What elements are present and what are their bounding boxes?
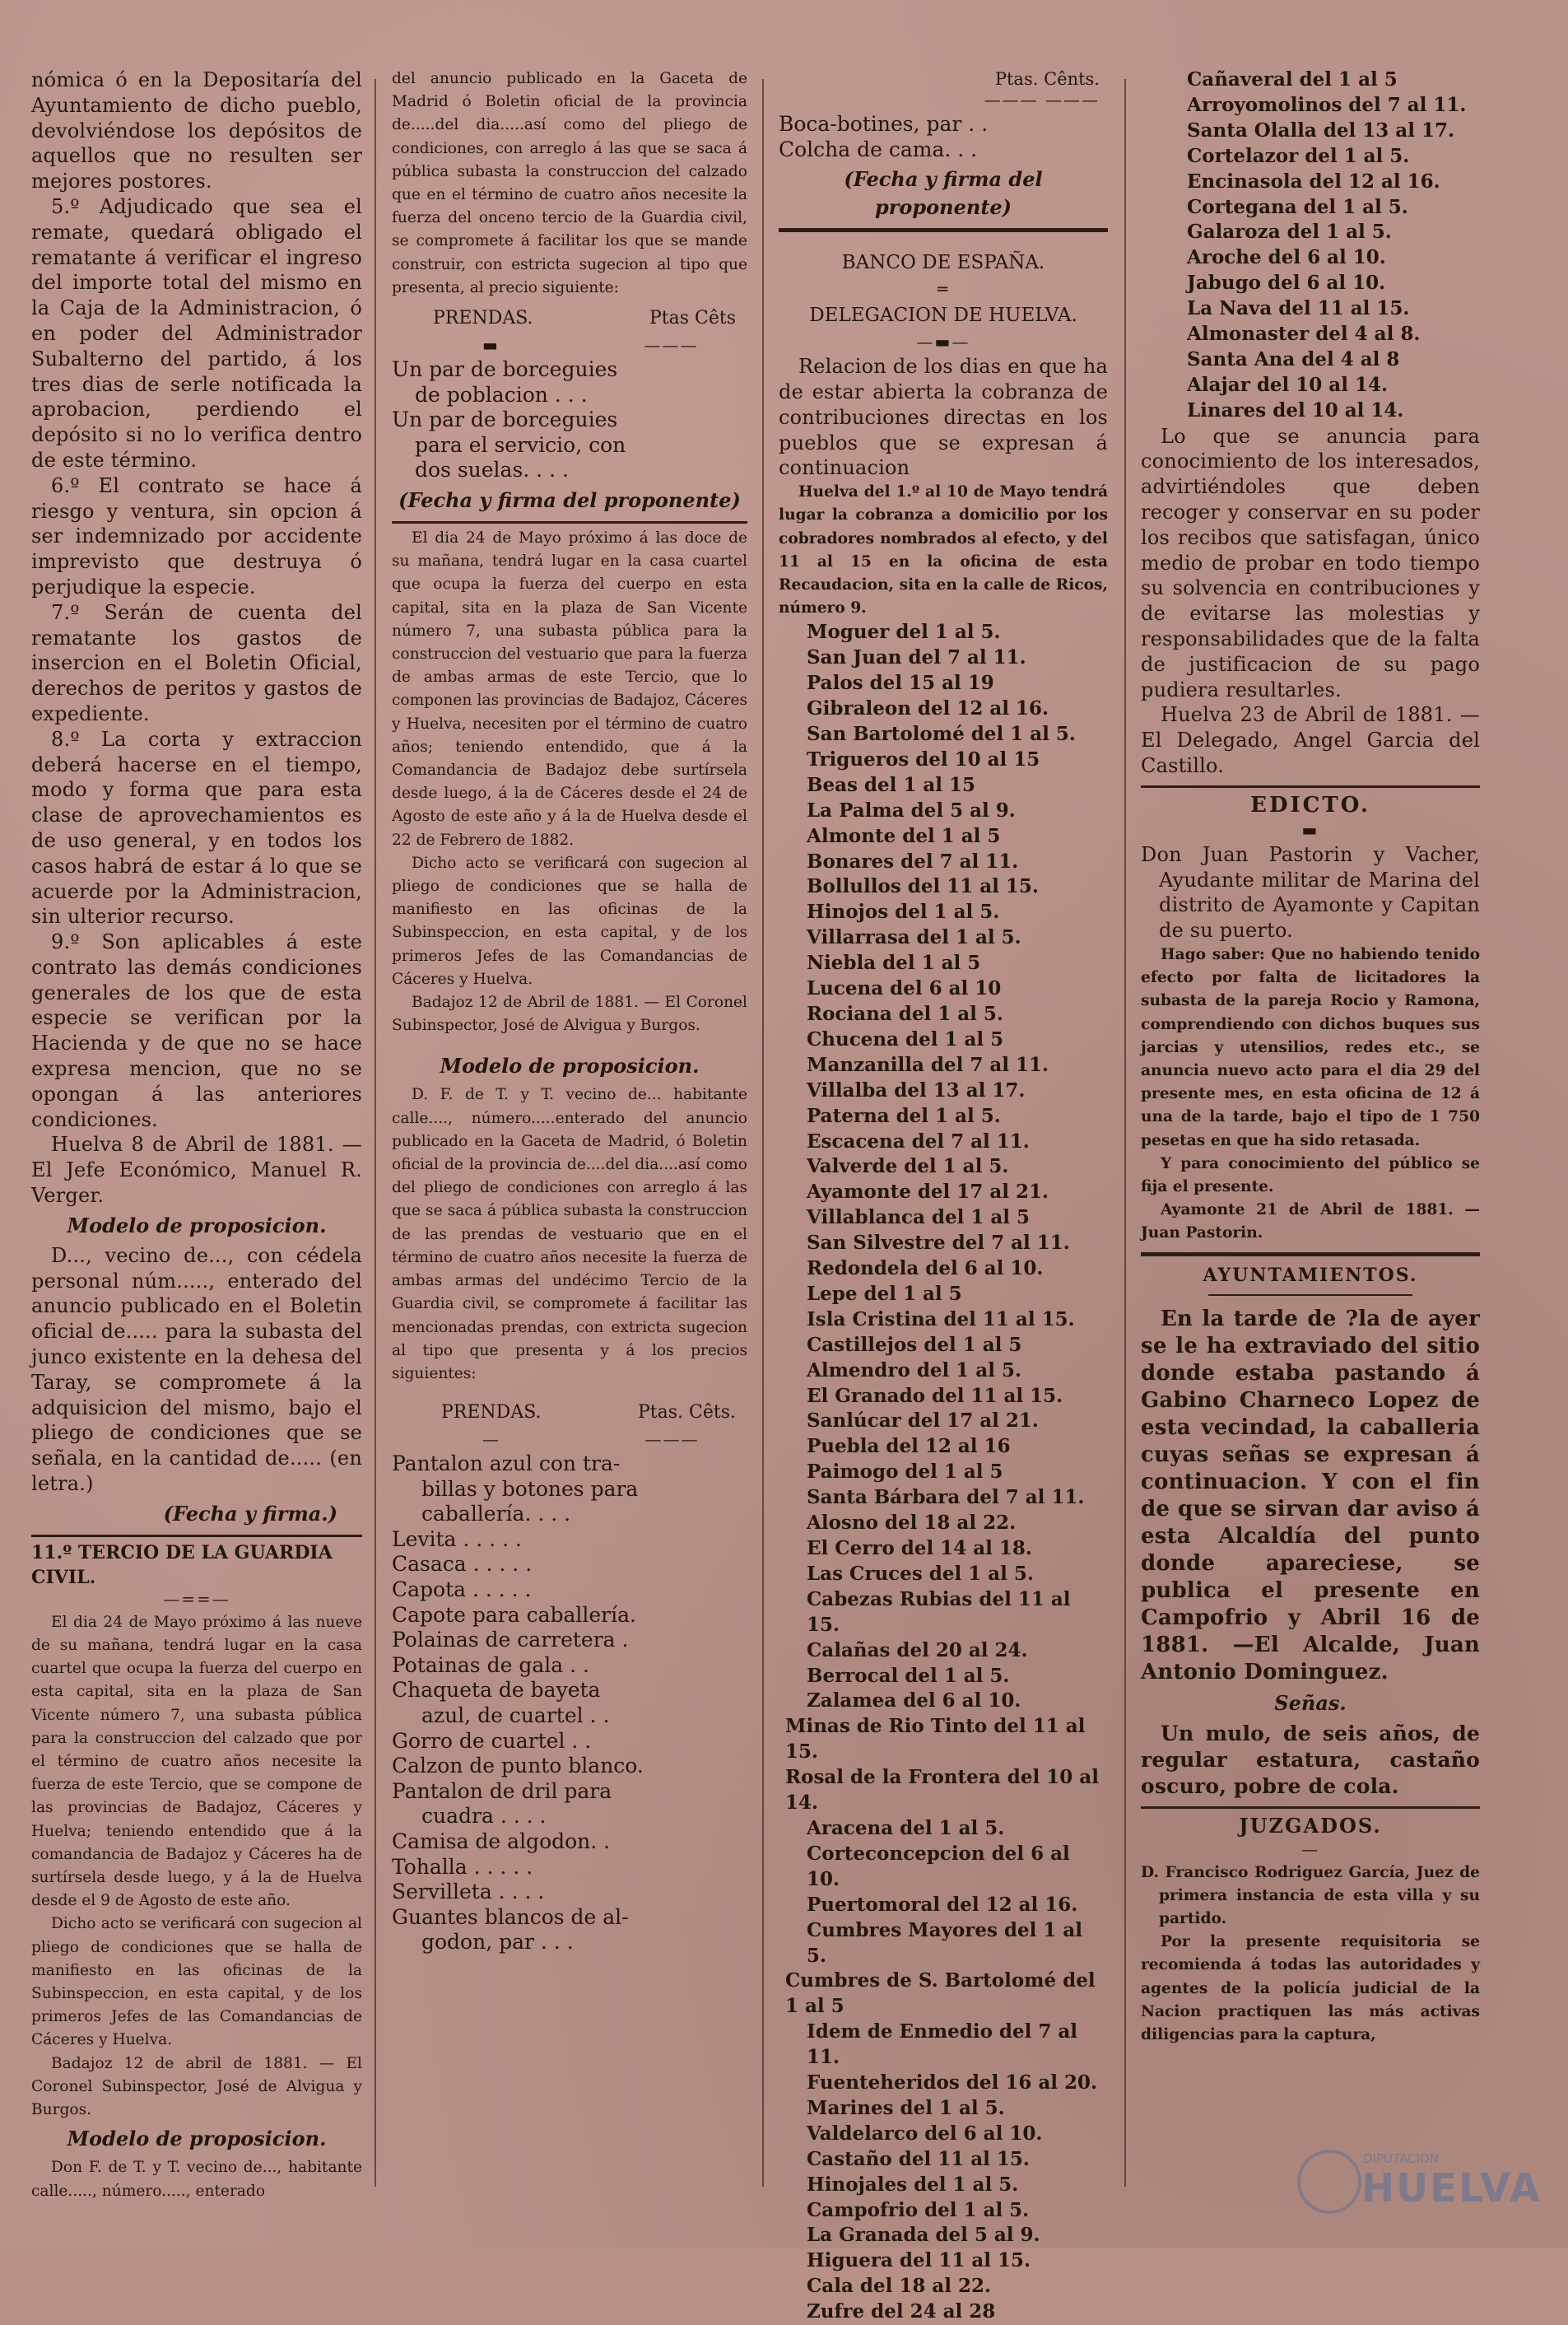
signature-line: (Fecha y firma del proponente)	[398, 488, 741, 512]
paragraph: 8.º La corta y extraccion deberá hacerse en el tiempo, modo y forma que para esta clase de aprovechamientos es de uso general, y en todos los casos habrá de estar á lo que se acuerde por la Administracion, sin ulterior recurso.	[31, 727, 362, 929]
section-subtitle: Modelo de proposicion.	[67, 2127, 327, 2151]
list-item: Calañas del 20 al 24.	[807, 1638, 1028, 1661]
list-item: Isla Cristina del 11 al 15.	[807, 1307, 1075, 1330]
list-item: Idem de Enmedio del 7 al 11.	[807, 2020, 1078, 2069]
signature-paragraph: Badajoz 12 de Abril de 1881. — El Coronel Subinspector, José de Alvigua y Burgos.	[392, 994, 747, 1035]
divider	[31, 1535, 362, 1537]
list-item: Cumbres Mayores del 1 al 5.	[807, 1918, 1083, 1967]
list-item: Cala del 18 al 22.	[807, 2275, 991, 2298]
section-subtitle: Señas.	[1274, 1690, 1347, 1715]
list-item: Minas de Rio Tinto del 11 al 15.	[785, 1715, 1086, 1764]
signature-paragraph: Ayamonte 21 de Abril de 1881. —Juan Pastorin.	[1141, 1201, 1480, 1242]
paragraph: del anuncio publicado en la Gaceta de Madrid ó Boletin oficial de la provincia de.....del dia.....así como del pliego de condiciones, con arreglo á las que se saca á pública subasta la construccion del calzado que en el término de cuatro años necesite la fuerza del onceno tercio de la Guardia civil, se compromete á facilitar los que se mande construir, con estricta sugecion al tipo que presenta, al precio siguiente:	[392, 70, 747, 296]
list-item: Puertomoral del 12 al 16.	[807, 1893, 1078, 1916]
list-item: Campofrio del 1 al 5.	[807, 2198, 1030, 2221]
list-item: Potainas de gala . .	[392, 1652, 589, 1677]
list-item: Capota . . . . .	[392, 1577, 532, 1602]
paragraph: 9.º Son aplicables á este contrato las demás condiciones generales de los que de esta especie se verifican por la Hacienda y de que no se hace expresa mencion, que no se opongan á las anteriores condiciones.	[31, 930, 362, 1131]
list-item: Lucena del 6 al 10	[807, 977, 1002, 1000]
list-item: Paterna del 1 al 5.	[807, 1104, 1001, 1127]
list-item: La Granada del 5 al 9.	[807, 2224, 1040, 2247]
column-2	[380, 68, 759, 2208]
list-item: San Bartolomé del 1 al 5.	[807, 723, 1076, 746]
list-item: Gibraleon del 12 al 16.	[807, 697, 1049, 720]
list-item: Berrocal del 1 al 5.	[807, 1664, 1010, 1687]
paragraph: 6.º El contrato se hace á riesgo y ventura, sin opcion á ser indemnizado por accidente imprevisto que destruya ó perjudique la especie.	[31, 473, 362, 599]
list-item: Casaca . . . . .	[392, 1552, 533, 1577]
list-item: Santa Bárbara del 7 al 11.	[807, 1486, 1085, 1509]
list-item: Zufre del 24 al 28	[807, 2300, 996, 2323]
section-title: BANCO DE ESPAÑA.	[841, 252, 1045, 274]
list-item: El Granado del 11 al 15.	[807, 1384, 1063, 1407]
list-item: Niebla del 1 al 5	[807, 952, 981, 975]
paragraph: Y para conocimiento del público se fija el presente.	[1141, 1154, 1480, 1196]
list-item: Hinojos del 1 al 5.	[807, 901, 1000, 924]
list-item: Servilleta . . . .	[392, 1880, 545, 1904]
list-item: Cañaveral del 1 al 5	[1187, 68, 1398, 91]
list-item: Pantalon de dril para	[392, 1778, 612, 1803]
list-item: Almonte del 1 al 5	[807, 824, 1001, 847]
list-item: Colcha de cama. . .	[779, 137, 978, 161]
list-item: Corteconcepcion del 6 al 10.	[807, 1842, 1070, 1890]
list-item: Bonares del 7 al 11.	[807, 850, 1019, 873]
list-item: Linares del 10 al 14.	[1187, 398, 1404, 422]
table-header	[392, 305, 747, 333]
list-item: Valverde del 1 al 5.	[807, 1155, 1009, 1178]
column-header: Ptas. Cênts.	[994, 69, 1100, 89]
ornament-divider: —	[1301, 1838, 1319, 1859]
paragraph: Lo que se anuncia para conocimiento de los interesados, advirtiéndoles que deben recoger y conservar en su poder los recibos que satisfagan, único medio de probar en todo tiempo su solvencia en contribuciones y de evitarse las molestias y responsabilidades que de la falta de justificacion de su pago pudiera resultarles.	[1141, 424, 1480, 701]
paragraph: D. F. de T. y T. vecino de... habitante calle...., número.....enterado del anuncio publicado en la Gaceta de Madrid, ó Boletin oficial de la provincia de....del dia....así como del pliego de condiciones con arreglo á las que se saca á pública subasta la construccion de las prendas de vestuario que en el término de cuatro años necesite la fuerza de ambas armas del undécimo Tercio de la Guardia civil, se compromete á facilitar las mencionadas prendas, con extricta sugecion al tipo que presenta y á los precios siguientes:	[392, 1086, 747, 1382]
list-item: Fuenteheridos del 16 al 20.	[807, 2071, 1097, 2094]
list-item: Calzon de punto blanco.	[392, 1754, 644, 1778]
list-item: Redondela del 6 al 10.	[807, 1257, 1044, 1280]
ornament-divider: —==—	[163, 1588, 230, 1609]
signature-paragraph: Huelva 8 de Abril de 1881. — El Jefe Económico, Manuel R. Verger.	[31, 1133, 362, 1208]
list-item: dos suelas. . . .	[415, 458, 569, 482]
divider	[1141, 1806, 1480, 1809]
paragraph: D. Francisco Rodriguez García, Juez de primera instancia de esta villa y su partido.	[1141, 1863, 1480, 1928]
paragraph: D..., vecino de..., con cédela personal núm....., enterado del anuncio publicado en el Boletin oficial de..... para la subasta del junco existente en la dehesa del Taray, se compromete á la adquisicion del mismo, bajo el pliego de condiciones que se señala, en la cantidad de..... (en letra.)	[31, 1243, 362, 1496]
column-4	[1129, 68, 1491, 2208]
list-item: Valdelarco del 6 al 10.	[807, 2122, 1043, 2145]
table-header	[392, 1391, 747, 1427]
paragraph: 5.º Adjudicado que sea el remate, quedará obligado el rematante á verificar el ingreso del importe total del mismo en la Caja de la Administracion, ó en poder del Administrador Subalterno del partido, á los tres dias de serle notificada la aprobacion, perdiendo el depósito si no lo verifica dentro de este término.	[31, 194, 362, 472]
place-list	[779, 620, 1108, 2325]
list-item: San Juan del 7 al 11.	[807, 646, 1026, 669]
section-subtitle: Modelo de proposicion.	[440, 1054, 700, 1079]
list-item: Levita . . . . .	[392, 1526, 522, 1551]
list-item: Aracena del 1 al 5.	[807, 1816, 1005, 1839]
list-item: Castaño del 11 al 15.	[807, 2147, 1030, 2170]
list-item: Pantalon azul con tra-	[392, 1451, 621, 1476]
section-subtitle: DELEGACION DE HUELVA.	[809, 305, 1077, 327]
paragraph: Hago saber: Que no habiendo tenido efecto por falta de licitadores la subasta de la pareja Rocio y Ramona, comprendiendo con dichos buques sus jarcias y utensilios, redes etc., se anuncia nuevo acto para el dia 29 del presente mes, en esta oficina de 12 á una de la tarde, bajo el tipo de 1 750 pesetas en que ha sido retasada.	[1141, 946, 1480, 1149]
list-item: Almendro del 1 al 5.	[807, 1358, 1021, 1381]
stamp-text: HUELVA	[1361, 2165, 1542, 2211]
place-list	[1141, 68, 1480, 424]
stamp-text: DIPUTACIÓN	[1363, 2151, 1439, 2166]
list-item: Cortegana del 1 al 5.	[1187, 195, 1408, 218]
list-item: Higuera del 11 al 15.	[807, 2249, 1031, 2272]
list-item: cuadra . . . .	[421, 1804, 547, 1829]
signature-line: (Fecha y firma del proponente)	[844, 167, 1043, 220]
paragraph: El dia 24 de Mayo próximo á las nueve de su mañana, tendrá lugar en la casa cuartel que ocupa la fuerza del cuerpo en esta capital, sita en la plaza de San Vicente número 7, una subasta pública para la construccion del calzado que por el término de cuatro años necesite la fuerza de este Tercio, que se compone de las provincias de Badajoz, Cáceres y Huelva; teniendo entendido que á la comandancia de Badajoz y Cáceres ha de surtírsela desde luego, y á la de Huelva desde el 9 de Agosto de este año.	[31, 1613, 362, 1910]
section-title: EDICTO.	[1250, 792, 1370, 818]
list-item: Bollullos del 11 al 15.	[807, 875, 1039, 898]
list-item: Almonaster del 4 al 8.	[1187, 323, 1421, 346]
list-item: Galaroza del 1 al 5.	[1187, 221, 1392, 244]
list-item: La Palma del 5 al 9.	[807, 799, 1016, 822]
ornament-divider: ═	[937, 279, 950, 300]
list-item: Guantes blancos de al-	[392, 1904, 629, 1929]
list-item: Zalamea del 6 al 10.	[807, 1689, 1021, 1712]
list-item: Villarrasa del 1 al 5.	[807, 926, 1021, 949]
list-item: Villablanca del 1 al 5	[807, 1206, 1031, 1229]
library-watermark-stamp	[1297, 2146, 1542, 2212]
paragraph: El dia 24 de Mayo próximo á las doce de su mañana, tendrá lugar en la casa cuartel que ocupa la fuerza del cuerpo en esta capital, sita en la plaza de San Vicente número 7, una subasta pública para la construccion del vestuario que para la fuerza de ambas armas de este Tercio, que lo componen las provincias de Badajoz, Cáceres y Huelva, necesiten por el término de cuatro años; teniendo entendido, que á la Comandancia de Badajoz debe surtírsela desde luego, á la de Cáceres desde el 24 de Agosto de este año y á la de Huelva desde el 22 de Febrero de 1882.	[392, 529, 747, 849]
list-item: Arroyomolinos del 7 al 11.	[1187, 93, 1467, 116]
list-item: El Cerro del 14 al 18.	[807, 1537, 1032, 1560]
paragraph: Dicho acto se verificará con sugecion al pliego de condiciones que se halla de manifiesto en las oficinas de la Subinspeccion, en esta capital, y de los primeros Jefes de las Comandancias de Cáceres y Huelva.	[31, 1915, 362, 2049]
list-item: Rociana del 1 al 5.	[807, 1002, 1003, 1025]
signature-paragraph: Huelva 23 de Abril de 1881. —El Delegado, Angel Garcia del Castillo.	[1141, 703, 1480, 778]
paragraph: Dicho acto se verificará con sugecion al pliego de condiciones que se halla de manifiesto en las oficinas de la Subinspeccion, en esta capital, y de los primeros Jefes de las Comandancias de Cáceres y Huelva.	[392, 854, 747, 988]
list-item: Encinasola del 12 al 16.	[1187, 170, 1440, 193]
list-item: Moguer del 1 al 5.	[807, 621, 1001, 644]
section-title: AYUNTAMIENTOS.	[1203, 1264, 1418, 1286]
signature-paragraph: Badajoz 12 de abril de 1881. — El Coronel Subinspector, José de Alvigua y Burgos.	[31, 2054, 362, 2119]
section-title: 11.º TERCIO DE LA GUARDIA CIVIL.	[31, 1541, 333, 1588]
column-header: Ptas Cêts	[649, 308, 736, 329]
ornament-divider: —▬—	[916, 332, 970, 352]
ornament-divider: ——— ———	[984, 90, 1100, 109]
section-title: JUZGADOS.	[1239, 1813, 1382, 1838]
seal-icon	[1297, 2150, 1361, 2214]
list-item: Sanlúcar del 17 al 21.	[807, 1409, 1039, 1433]
list-item: Santa Olalla del 13 al 17.	[1187, 119, 1454, 142]
ornament-divider: — ———	[482, 1429, 700, 1450]
list-item: Cortelazor del 1 al 5.	[1187, 144, 1410, 167]
list-item: Chaqueta de bayeta	[392, 1678, 601, 1703]
list-item: Trigueros del 10 al 15	[807, 748, 1040, 771]
divider	[392, 521, 747, 524]
list-item: billas y botones para	[421, 1476, 639, 1501]
list-item: Cumbres de S. Bartolomé del 1 al 5	[785, 1969, 1096, 2018]
list-item: godon, par . . .	[421, 1930, 574, 1955]
list-item: para el servicio, con	[415, 432, 626, 457]
list-item: Tohalla . . . . .	[392, 1854, 533, 1879]
list-item: Beas del 1 al 15	[807, 773, 976, 796]
paragraph: Don Juan Pastorin y Vacher, Ayudante militar de Marina del distrito de Ayamonte y Capitan de su puerto.	[1141, 842, 1480, 943]
column-header: Ptas. Cêts.	[637, 1402, 736, 1423]
signature-line: (Fecha y firma.)	[163, 1501, 337, 1526]
column-1	[20, 68, 374, 2208]
list-item: Cabezas Rubias del 11 al 15.	[807, 1587, 1071, 1636]
list-item: Santa Ana del 4 al 8	[1187, 347, 1400, 370]
paragraph: 7.º Serán de cuenta del rematante los gastos de insercion en el Boletin Oficial, derechos de peritos y gastos de expediente.	[31, 600, 362, 725]
divider	[779, 228, 1108, 232]
list-item: Capote para caballería.	[392, 1602, 636, 1627]
paragraph: En la tarde de ?la de ayer se le ha extraviado del sitio donde estaba pastando á Gabino Charneco Lopez de esta vecindad, la caballeria cuyas señas se expresan á continuacion. Y con el fin de que se sirvan dar aviso á esta Alcaldía del punto donde apareciese, se publica el presente en Campofrio y Abril 16 de 1881. —El Alcalde, Juan Antonio Dominguez.	[1141, 1306, 1480, 1684]
list-item: Villalba del 13 al 17.	[807, 1079, 1026, 1102]
list-item: azul, de cuartel . .	[421, 1703, 610, 1728]
list-item: Paimogo del 1 al 5	[807, 1461, 1003, 1484]
list-item: caballería. . . .	[421, 1502, 571, 1526]
list-item: Chucena del 1 al 5	[807, 1027, 1004, 1051]
column-header: PRENDAS.	[433, 308, 533, 329]
paragraph: Huelva del 1.º al 10 de Mayo tendrá lugar la cobranza a domicilio por los cobradores nombrados al efecto, y del 11 al 15 en la oficina de esta Recaudacion, sita en la calle de Ricos, número 9.	[779, 483, 1108, 617]
list-item: Las Cruces del 1 al 5.	[807, 1562, 1034, 1585]
list-item: Camisa de algodon. .	[392, 1829, 611, 1854]
list-item: San Silvestre del 7 al 11.	[807, 1232, 1070, 1255]
divider	[1208, 1294, 1412, 1296]
paragraph: Un mulo, de seis años, de regular estatura, castaño oscuro, pobre de cola.	[1141, 1721, 1480, 1798]
divider	[1141, 785, 1480, 788]
list-item: Un par de borceguies	[392, 408, 618, 432]
paragraph: Por la presente requisitoria se recomienda á todas las autoridades y agentes de la policía judicial de la Nacion practiquen las más activas diligencias para la captura,	[1141, 1933, 1480, 2044]
list-item: Aroche del 6 al 10.	[1187, 246, 1386, 269]
list-item: Marines del 1 al 5.	[807, 2096, 1005, 2119]
column-3	[767, 68, 1119, 2323]
list-item: Escacena del 7 al 11.	[807, 1130, 1030, 1153]
list-item: Manzanilla del 7 al 11.	[807, 1053, 1049, 1076]
list-item: Castillejos del 1 al 5	[807, 1333, 1022, 1356]
list-item: Un par de borceguies	[392, 357, 618, 382]
divider	[1141, 1252, 1480, 1256]
list-item: Boca-botines, par . .	[779, 112, 989, 136]
list-item: Palos del 15 al 19	[807, 672, 994, 695]
ornament-divider: ▬ ———	[482, 335, 699, 356]
list-item: Gorro de cuartel . .	[392, 1728, 592, 1753]
list-item: Alajar del 10 al 14.	[1187, 373, 1388, 396]
column-rule	[762, 79, 764, 2187]
list-item: Lepe del 1 al 5	[807, 1282, 962, 1305]
list-item: La Nava del 11 al 15.	[1187, 297, 1410, 320]
list-item: Ayamonte del 17 al 21.	[807, 1181, 1049, 1204]
list-item: Rosal de la Frontera del 10 al 14.	[785, 1766, 1099, 1815]
column-rule	[375, 79, 376, 2187]
list-item: Puebla del 12 al 16	[807, 1435, 1011, 1458]
list-item: Alosno del 18 al 22.	[807, 1512, 1017, 1535]
list-item: Hinojales del 1 al 5.	[807, 2173, 1019, 2196]
paragraph: Don F. de T. y T. vecino de..., habitante calle....., número....., enterado	[31, 2159, 362, 2200]
column-rule	[1124, 79, 1126, 2187]
ornament-divider: ▬	[1301, 819, 1319, 840]
section-subtitle: Modelo de proposicion.	[67, 1213, 327, 1237]
paragraph: nómica ó en la Depositaría del Ayuntamiento de dicho pueblo, devolviéndose los depósitos de aquellos que no resulten ser mejores postores.	[31, 68, 362, 193]
list-item: de poblacion . . .	[415, 382, 588, 407]
list-item: Jabugo del 6 al 10.	[1187, 272, 1386, 295]
paragraph: Relacion de los dias en que ha de estar abierta la cobranza de contribuciones directas en los pueblos que se expresan á continuacion	[779, 355, 1108, 480]
list-item: Polainas de carretera .	[392, 1628, 629, 1652]
column-header: PRENDAS.	[441, 1402, 542, 1423]
